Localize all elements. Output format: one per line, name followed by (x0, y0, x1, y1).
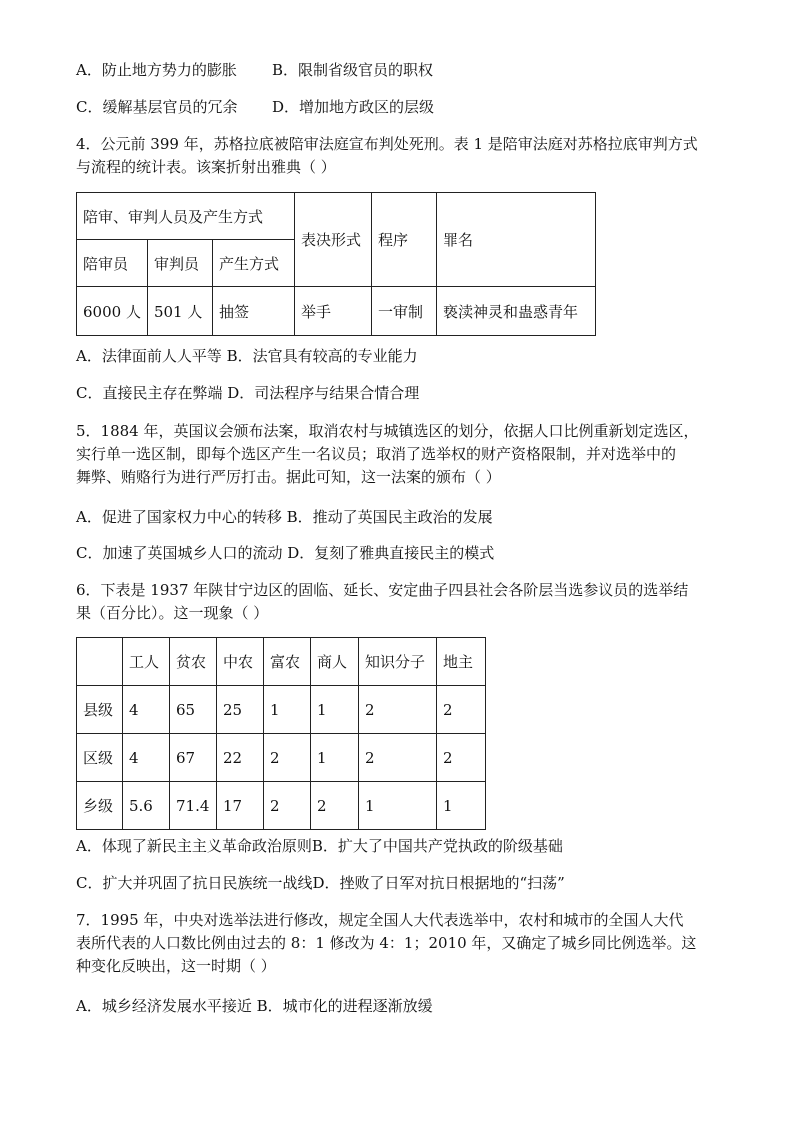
table-cell: 67 (170, 734, 217, 782)
q5-stem-line-2: 实行单一选区制，即每个选区产生一名议员；取消了选举权的财产资格限制，并对选举中的 (76, 445, 677, 463)
table-row-label: 区级 (77, 734, 123, 782)
table-cell: 2 (437, 686, 486, 734)
table-row (77, 734, 486, 782)
table-cell: 2 (264, 782, 311, 830)
q3-option-a: A．防止地方势力的膨胀 (76, 61, 237, 79)
table-cell: 17 (217, 782, 264, 830)
q3-option-d: D．增加地方政区的层级 (272, 98, 435, 116)
table-header: 地主 (437, 638, 486, 686)
table-header: 工人 (123, 638, 170, 686)
q7-stem-line-3: 种变化反映出，这一时期（ ） (76, 957, 276, 975)
table-cell: 一审制 (371, 287, 436, 336)
q3-options-line-1 (76, 60, 433, 80)
table-header: 商人 (311, 638, 359, 686)
table-subheader-jurors: 陪审员 (77, 240, 148, 287)
table-cell: 2 (264, 734, 311, 782)
table-cell: 501 人 (147, 287, 212, 336)
table-cell: 2 (311, 782, 359, 830)
table-cell: 1 (437, 782, 486, 830)
q4-options-line-1: A．法律面前人人平等 B．法官具有较高的专业能力 (76, 347, 418, 365)
q6-election-table (76, 637, 486, 830)
q5-stem-line-3: 舞弊、贿赂行为进行严厉打击。据此可知，这一法案的颁布（ ） (76, 468, 501, 486)
q7-stem-line-1: 7．1995 年，中央对选举法进行修改，规定全国人大代表选举中，农村和城市的全国人大代 (76, 911, 684, 929)
table-header: 知识分子 (359, 638, 437, 686)
table-cell: 抽签 (212, 287, 294, 336)
table-corner-cell (77, 638, 123, 686)
table-cell: 2 (359, 734, 437, 782)
table-cell: 亵渎神灵和蛊惑青年 (436, 287, 595, 336)
table-row-label: 县级 (77, 686, 123, 734)
q5-options-line-2: C．加速了英国城乡人口的流动 D．复刻了雅典直接民主的模式 (76, 544, 495, 562)
table-header-vote: 表决形式 (294, 193, 371, 287)
table-cell: 1 (264, 686, 311, 734)
table-cell: 4 (123, 734, 170, 782)
table-cell: 4 (123, 686, 170, 734)
table-cell: 71.4 (170, 782, 217, 830)
table-header-charge: 罪名 (436, 193, 595, 287)
table-header: 中农 (217, 638, 264, 686)
table-subheader-method: 产生方式 (212, 240, 294, 287)
table-cell: 举手 (294, 287, 371, 336)
q6-stem-line-1: 6．下表是 1937 年陕甘宁边区的固临、延长、安定曲子四县社会各阶层当选参议员的选举结 (76, 581, 689, 599)
table-group-header: 陪审、审判人员及产生方式 (77, 193, 295, 240)
table-cell: 2 (437, 734, 486, 782)
q4-stem-line-2: 与流程的统计表。该案折射出雅典（ ） (76, 158, 336, 176)
q7-stem-line-2: 表所代表的人口数比例由过去的 8：1 修改为 4：1；2010 年，又确定了城乡同比例选举。这 (76, 934, 697, 952)
q6-options-line-2: C．扩大并巩固了抗日民族统一战线D．挫败了日军对抗日根据地的“扫荡” (76, 874, 565, 892)
q4-options-line-2: C．直接民主存在弊端 D．司法程序与结果合情合理 (76, 384, 420, 402)
q6-stem-line-2: 果（百分比）。这一现象（ ） (76, 604, 269, 622)
table-cell: 22 (217, 734, 264, 782)
q4-trial-table (76, 192, 596, 336)
table-cell: 5.6 (123, 782, 170, 830)
q3-options-line-2 (76, 97, 434, 117)
table-cell: 1 (311, 686, 359, 734)
table-cell: 1 (359, 782, 437, 830)
table-header-procedure: 程序 (371, 193, 436, 287)
q3-option-b: B．限制省级官员的职权 (272, 61, 434, 79)
table-cell: 65 (170, 686, 217, 734)
table-header: 贫农 (170, 638, 217, 686)
q5-options-line-1: A．促进了国家权力中心的转移 B．推动了英国民主政治的发展 (76, 508, 493, 526)
table-cell: 2 (359, 686, 437, 734)
table-cell: 6000 人 (77, 287, 148, 336)
table-cell: 1 (311, 734, 359, 782)
q4-stem-line-1: 4．公元前 399 年，苏格拉底被陪审法庭宣布判处死刑。表 1 是陪审法庭对苏格拉底审判方式 (76, 135, 698, 153)
table-cell: 25 (217, 686, 264, 734)
q7-options-line-1: A．城乡经济发展水平接近 B．城市化的进程逐渐放缓 (76, 997, 433, 1015)
table-row-label: 乡级 (77, 782, 123, 830)
table-header: 富农 (264, 638, 311, 686)
q5-stem-line-1: 5．1884 年，英国议会颁布法案，取消农村与城镇选区的划分，依据人口比例重新划定选区， (76, 422, 699, 440)
q6-options-line-1: A．体现了新民主主义革命政治原则B．扩大了中国共产党执政的阶级基础 (76, 837, 563, 855)
q3-option-c: C．缓解基层官员的冗余 (76, 98, 238, 116)
table-subheader-judges: 审判员 (147, 240, 212, 287)
table-row (77, 686, 486, 734)
table-row (77, 782, 486, 830)
